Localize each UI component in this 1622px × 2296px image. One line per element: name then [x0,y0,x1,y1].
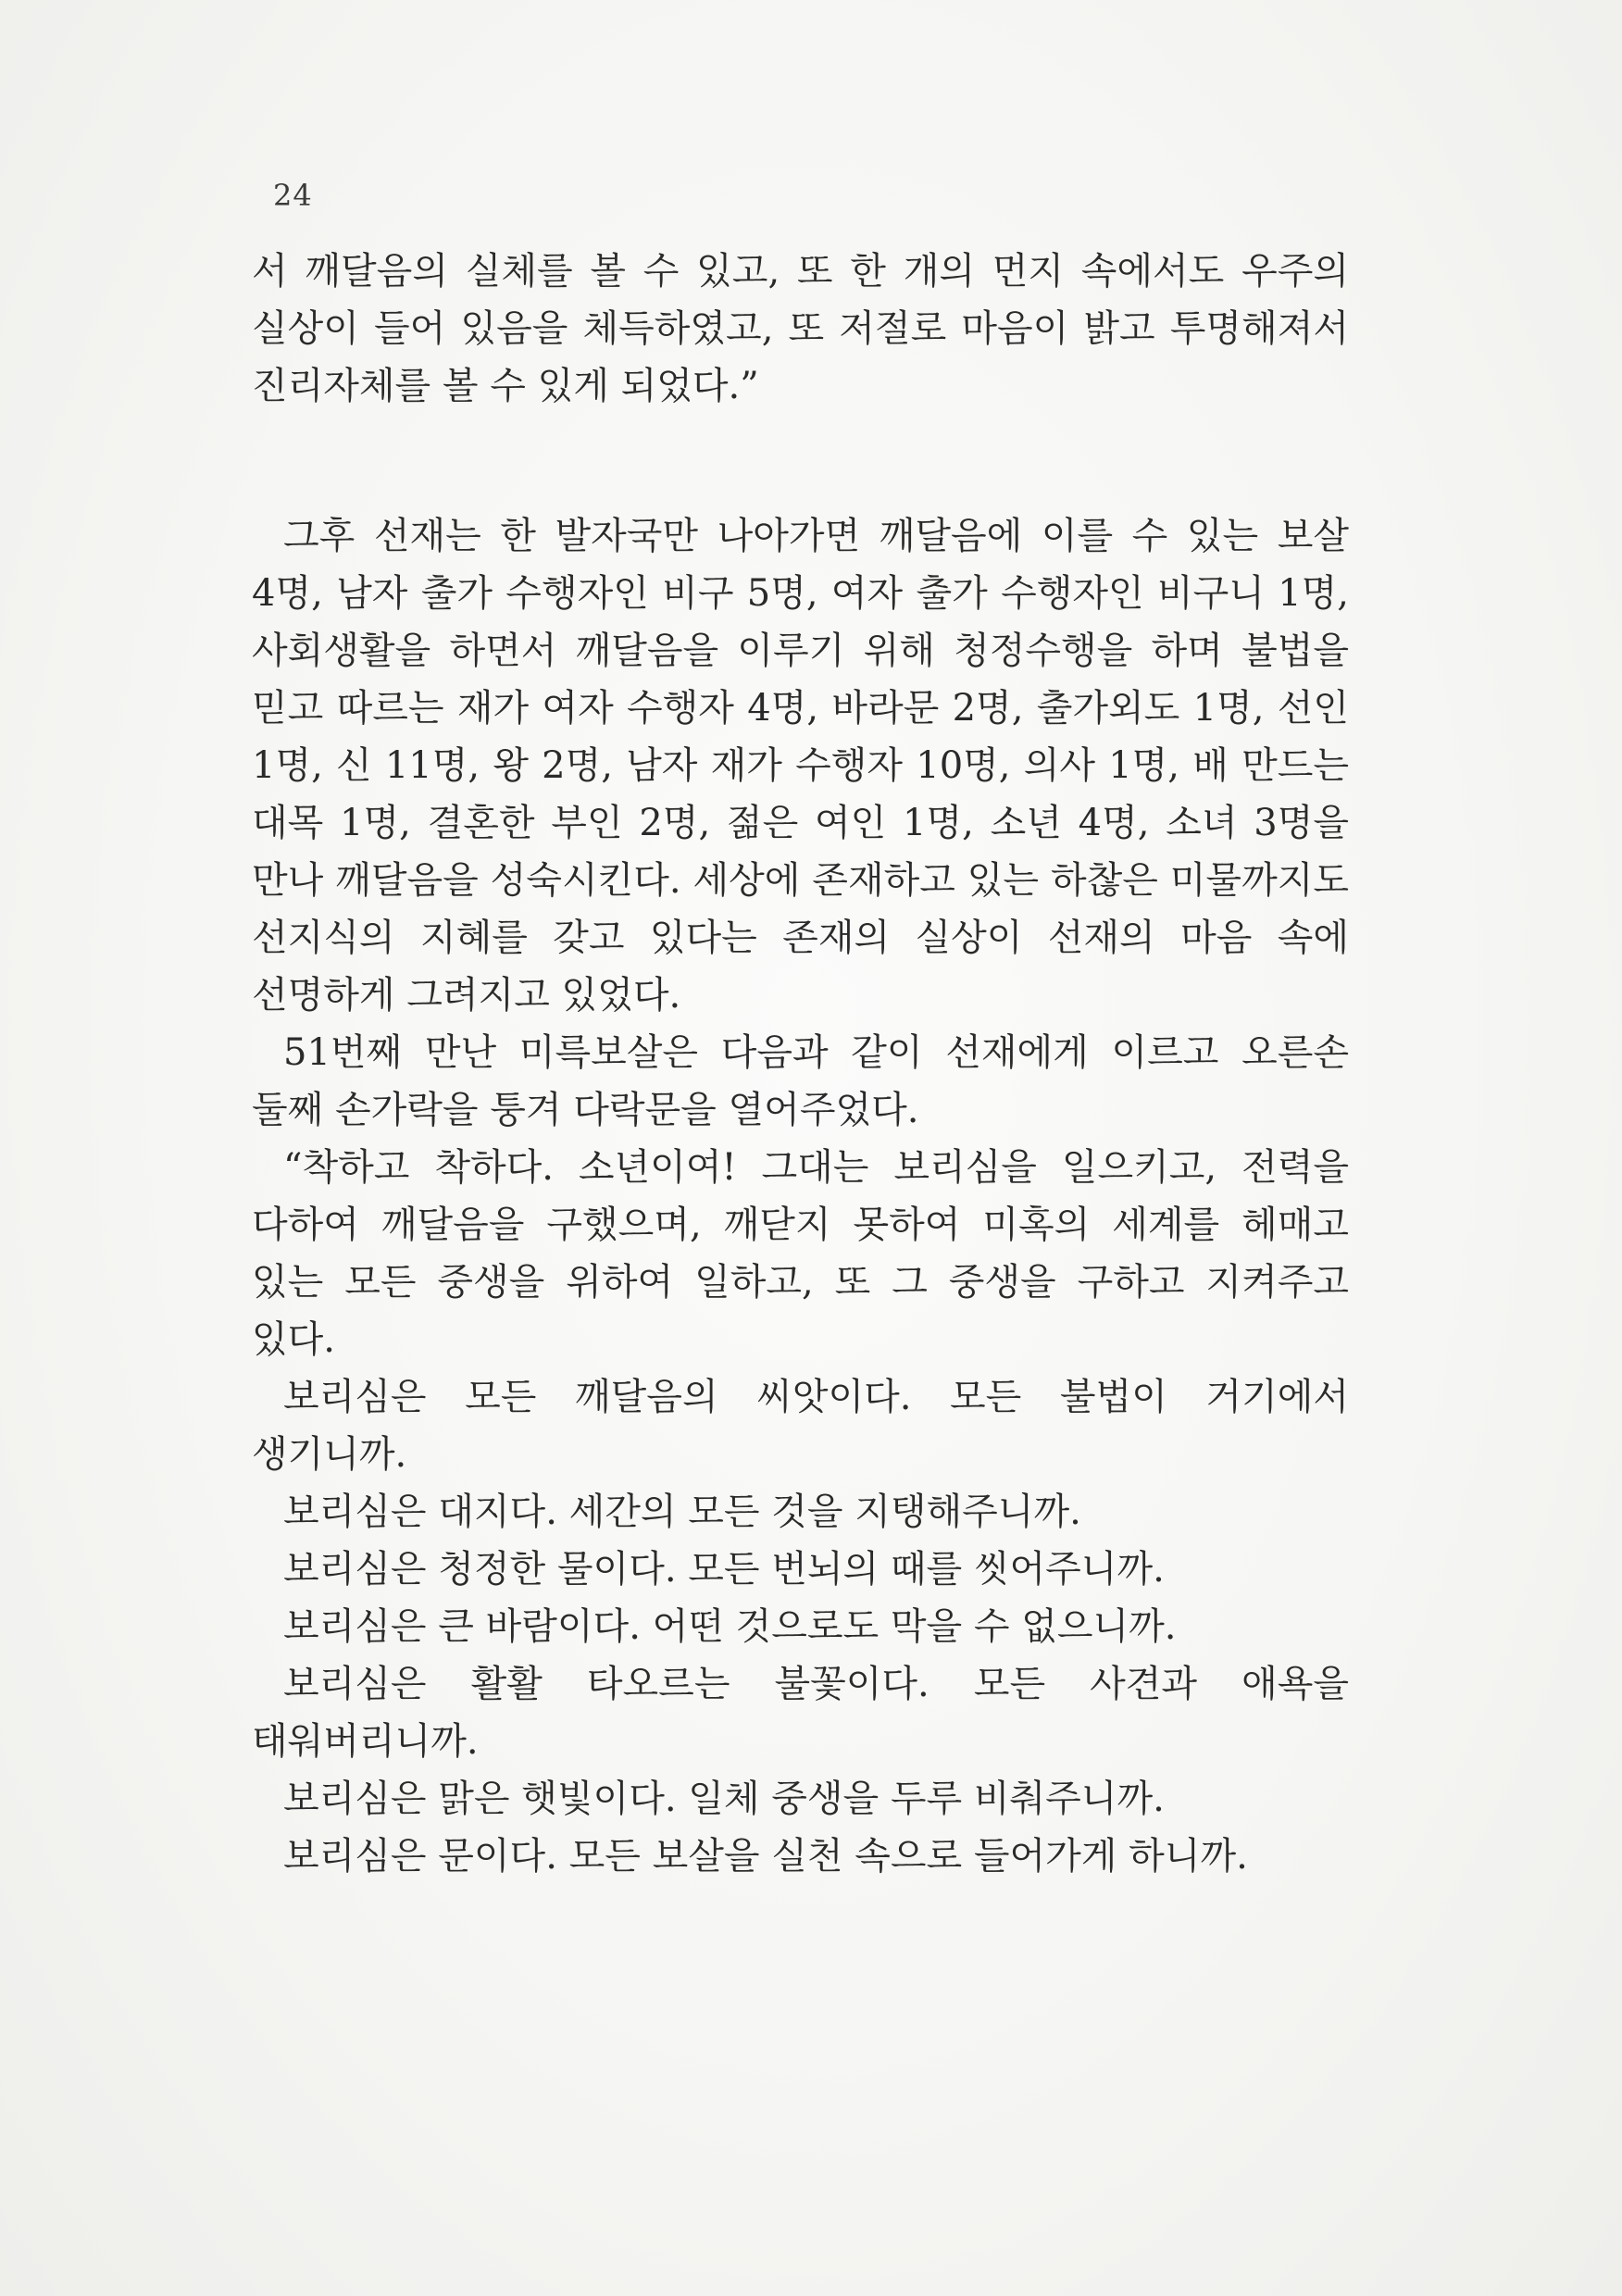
paragraph: 보리심은 대지다. 세간의 모든 것을 지탱해주니까. [283,1491,1081,1533]
paragraph: 보리심은 맑은 햇빛이다. 일체 중생을 두루 비춰주니까. [283,1778,1165,1820]
paragraph: 서 깨달음의 실체를 볼 수 있고, 또 한 개의 먼지 속에서도 우주의 실상이 들어 있음을 체득하였고, 또 저절로 마음이 밝고 투명해져서 진리자체를 볼 수 있게 되었다.” [252,250,1349,407]
text-block-continuation [252,243,1349,415]
paragraph: 보리심은 문이다. 모든 보살을 실천 속으로 들어가게 하니까. [283,1835,1248,1878]
paragraph: 51번째 만난 미륵보살은 다음과 같이 선재에게 이르고 오른손 둘째 손가락을 퉁겨 다락문을 열어주었다. [252,1031,1349,1131]
paragraph: “착하고 착하다. 소년이여! 그대는 보리심을 일으키고, 전력을 다하여 깨달음을 구했으며, 깨닫지 못하여 미혹의 세계를 헤매고 있는 모든 중생을 위하여 일하고, 또 그 중생을 구하고 지켜주고 있다. [252,1146,1349,1361]
paragraph: 보리심은 큰 바람이다. 어떤 것으로도 막을 수 없으니까. [283,1605,1177,1648]
page-number: 24 [273,178,313,213]
paragraph: 보리심은 활활 타오르는 불꽃이다. 모든 사견과 애욕을 태워버리니까. [252,1663,1349,1763]
paragraph: 보리심은 청정한 물이다. 모든 번뇌의 때를 씻어주니까. [283,1548,1165,1591]
paragraph: 그후 선재는 한 발자국만 나아가면 깨달음에 이를 수 있는 보살 4명, 남자 출가 수행자인 비구 5명, 여자 출가 수행자인 비구니 1명, 사회생활을 하면서 깨달음을 이루기 위해 청정수행을 하며 불법을 믿고 따르는 재가 여자 수행자 4명, 바라문 2명, 출가외도 1명, 선인 1명, 신 11명, 왕 2명, 남자 재가 수행자 10명, 의사 1명, 배 만드는 대목 1명, 결혼한 부인 2명, 젊은 여인 1명, 소년 4명, 소녀 3명을 만나 깨달음을 성숙시킨다. 세상에 존재하고 있는 하찮은 미물까지도 선지식의 지혜를 갖고 있다는 존재의 실상이 선재의 마음 속에 선명하게 그려지고 있었다. [252,515,1349,1017]
text-block-main [252,507,1349,1885]
paragraph: 보리심은 모든 깨달음의 씨앗이다. 모든 불법이 거기에서 생기니까. [252,1376,1349,1476]
